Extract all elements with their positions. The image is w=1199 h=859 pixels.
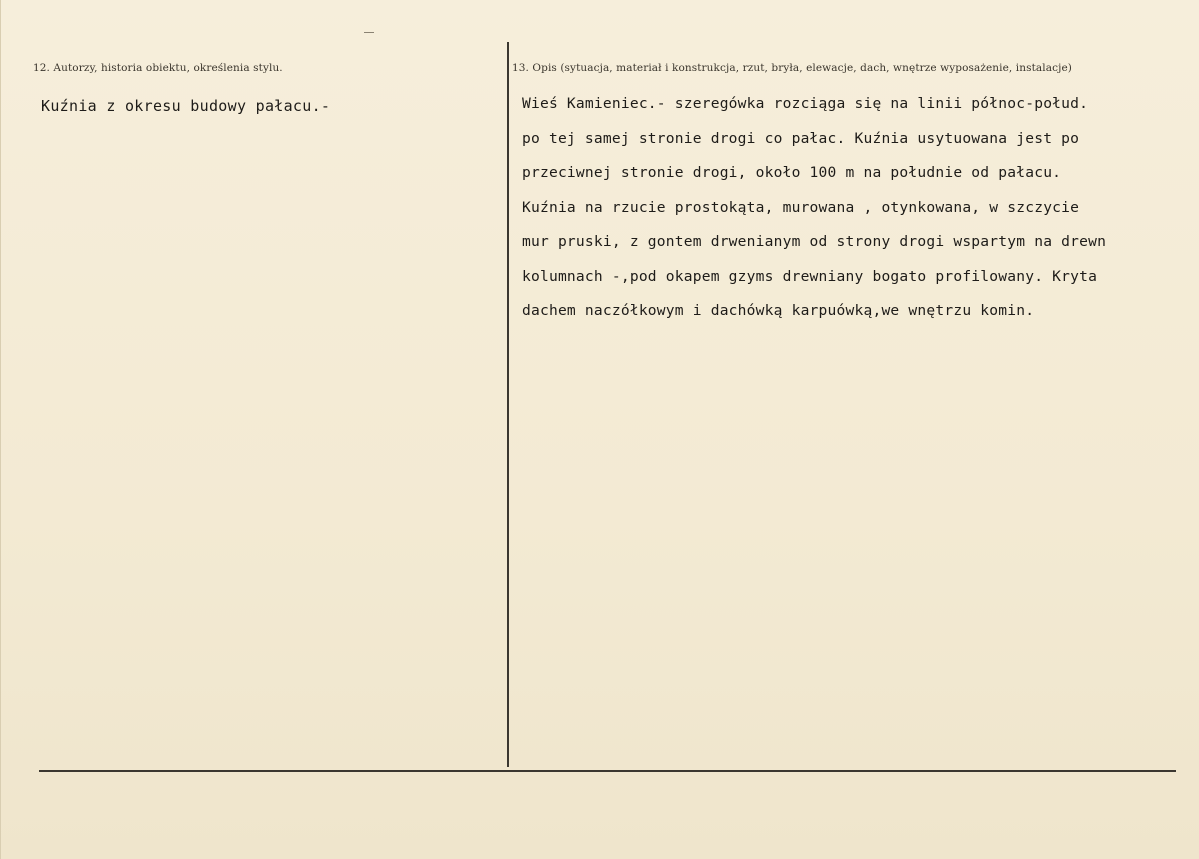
section-13-description (522, 94, 1192, 336)
description-line: Kuźnia na rzucie prostokąta, murowana , otynkowana, w szczycie (522, 198, 1080, 216)
corner-mark (364, 32, 374, 33)
description-line: Wieś Kamieniec.- szeregówka rozciąga się na linii północ-połud. (522, 95, 1089, 112)
bottom-rule (39, 770, 1176, 772)
section-13-label: 13. Opis (sytuacja, materiał i konstrukcja, rzut, bryła, elewacje, dach, wnętrze wyposażenie, instalacje) (512, 62, 1072, 74)
description-line: po tej samej stronie drogi co pałac. Kuźnia usytuowana jest po (522, 129, 1080, 147)
section-12-label: 12. Autorzy, historia obiektu, określenia stylu. (33, 62, 283, 74)
section-12-text: Kuźnia z okresu budowy pałacu.- (41, 97, 331, 115)
description-line: dachem naczółkowym i dachówką karpuówką,we wnętrzu komin. (522, 302, 1035, 319)
description-line: mur pruski, z gontem drwenianym od strony drogi wspartym na drewn (522, 233, 1107, 250)
description-line: przeciwnej stronie drogi, około 100 m na południe od pałacu. (522, 164, 1062, 181)
column-divider (507, 42, 509, 767)
description-line: kolumnach -,pod okapem gzyms drewniany bogato profilowany. Kryta (522, 267, 1098, 285)
